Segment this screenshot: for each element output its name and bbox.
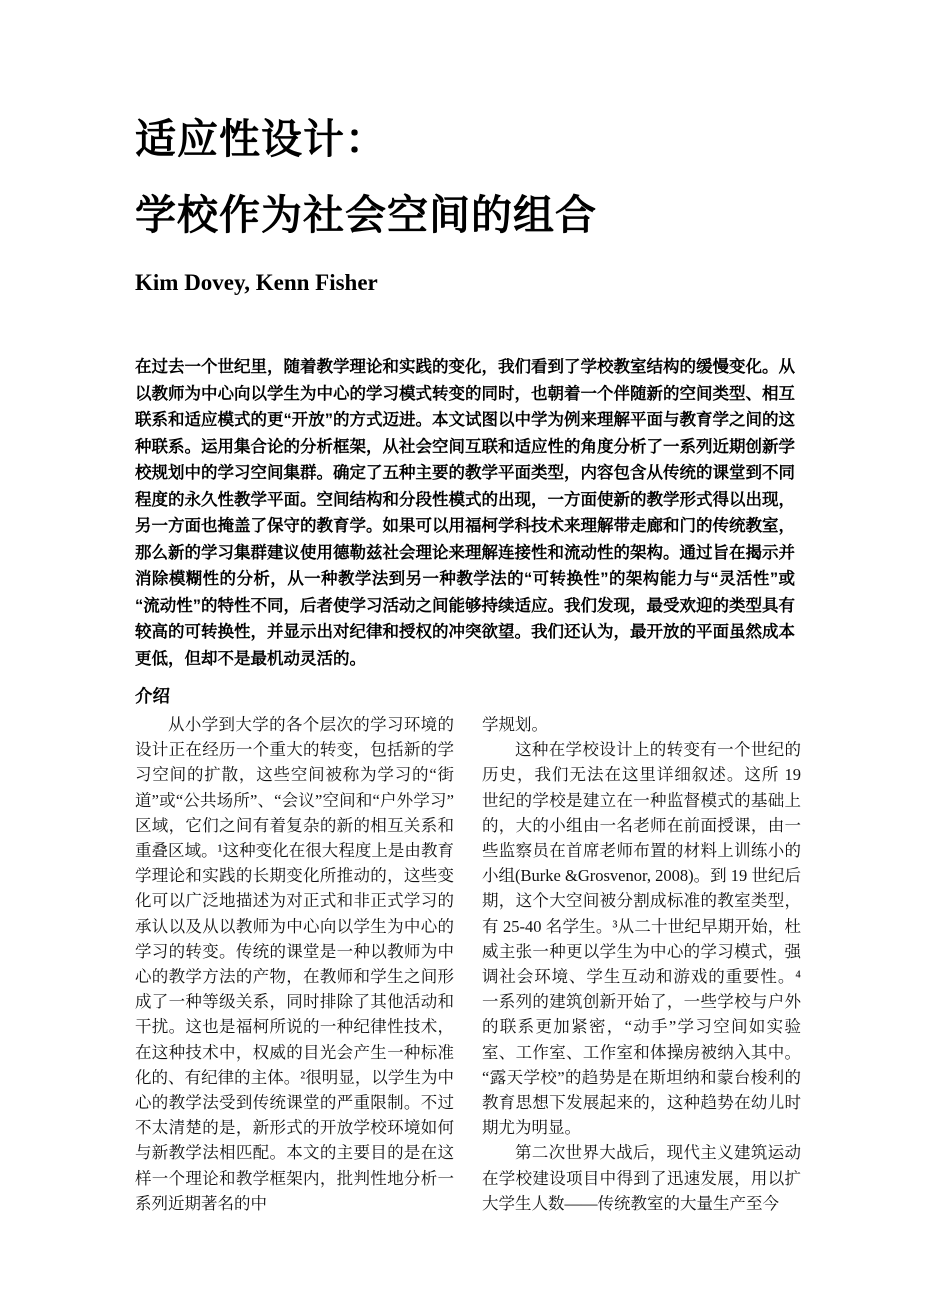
intro-paragraph-1: 从小学到大学的各个层次的学习环境的设计正在经历一个重大的转变，包括新的学习空间的扩散，这些空间被称为学习的“街道”或“公共场所”、“会议”空间和“户外学习”区域，它们之间有着复杂的新的相互关系和重叠区域。¹这种变化在很大程度上是由教育学理论和实践的长期变化所推动的，这些变化可以广泛地描述为对正式和非正式学习的承认以及从以教师为中心向以学生为中心的学习的转变。传统的课堂是一种以教师为中心的教学方法的产物，在教师和学生之间形成了一种等级关系，同时排除了其他活动和干扰。这也是福柯所说的一种纪律性技术，在这种技术中，权威的目光会产生一种标准化的、有纪律的主体。²很明显，以学生为中心的教学法受到传统课堂的严重限制。不过不太清楚的是，新形式的开放学校环境如何与新教学法相匹配。本文的主要目的是在这样一个理论和教学框架内，批判性地分析一系列近期著名的中 [135, 715, 454, 1213]
intro-paragraph-2: 这种在学校设计上的转变有一个世纪的历史，我们无法在这里详细叙述。这所 19 世纪的学校是建立在一种监督模式的基础上的，大的小组由一名老师在前面授课，由一些监察员在首席老师布置的材料上训练小的小组(Burke &Grosvenor, 2008)。到 19 世纪后期，这个大空间被分割成标准的教室类型，有 25-40 名学生。³从二十世纪早期开始，杜威主张一种更以学生为中心的学习模式，强调社会环境、学生互动和游戏的重要性。⁴一系列的建筑创新开始了，一些学校与户外的联系更加紧密，“动手”学习空间如实验室、工作室、工作室和体操房被纳入其中。“露天学校”的趋势是在斯坦纳和蒙台梭利的教育思想下发展起来的，这种趋势在幼儿时期尤为明显。 [482, 740, 801, 1138]
left-column [135, 712, 454, 1216]
intro-paragraph-3: 第二次世界大战后，现代主义建筑运动在学校建设项目中得到了迅速发展，用以扩大学生人数——传统教室的大量生产至今 [482, 1143, 801, 1213]
paper-title-line-2: 学校作为社会空间的组合 [135, 192, 597, 238]
right-column [482, 712, 801, 1216]
section-heading-introduction: 介绍 [135, 686, 170, 706]
intro-paragraph-1-continuation: 学规划。 [482, 715, 548, 734]
paper-title-line-1: 适应性设计： [135, 116, 387, 162]
body-columns [135, 712, 801, 1216]
paper-authors: Kim Dovey, Kenn Fisher [135, 270, 378, 295]
paper-abstract: 在过去一个世纪里，随着教学理论和实践的变化，我们看到了学校教室结构的缓慢变化。从以教师为中心向以学生为中心的学习模式转变的同时，也朝着一个伴随新的空间类型、相互联系和适应模式的更“开放”的方式迈进。本文试图以中学为例来理解平面与教育学之间的这种联系。运用集合论的分析框架，从社会空间互联和适应性的角度分析了一系列近期创新学校规划中的学习空间集群。确定了五种主要的教学平面类型，内容包含从传统的课堂到不同程度的永久性教学平面。空间结构和分段性模式的出现，一方面使新的教学形式得以出现，另一方面也掩盖了保守的教育学。如果可以用福柯学科技术来理解带走廊和门的传统教室，那么新的学习集群建议使用德勒兹社会理论来理解连接性和流动性的架构。通过旨在揭示并消除模糊性的分析，从一种教学法到另一种教学法的“可转换性”的架构能力与“灵活性”或“流动性”的特性不同，后者使学习活动之间能够持续适应。我们发现，最受欢迎的类型具有较高的可转换性，并显示出对纪律和授权的冲突欲望。我们还认为，最开放的平面虽然成本更低，但却不是最机动灵活的。 [135, 358, 795, 668]
